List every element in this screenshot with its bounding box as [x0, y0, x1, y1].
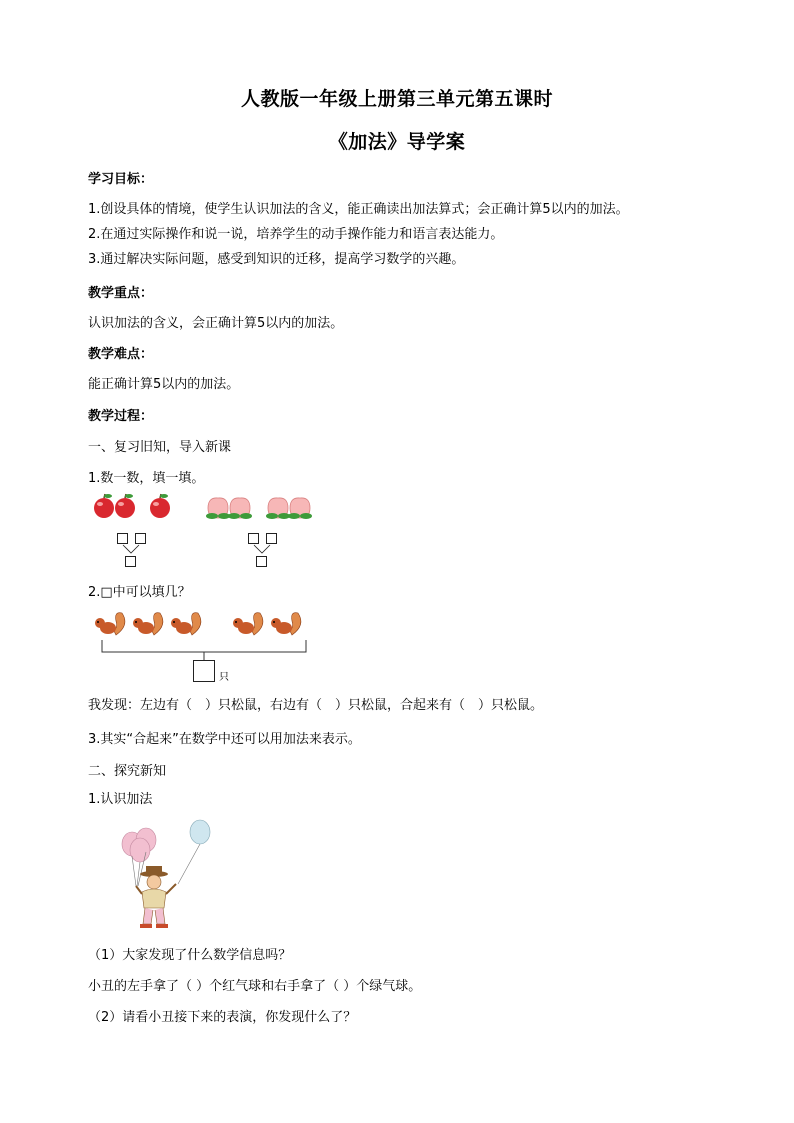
apples-illustration [92, 494, 174, 520]
squirrel-icon [271, 613, 301, 635]
unit-label: 只 [219, 672, 229, 683]
document-title: 人教版一年级上册第三单元第五课时 [240, 88, 553, 110]
apple-part-box-1[interactable] [117, 533, 128, 544]
apple-icon [150, 494, 170, 518]
squirrel-icon [233, 613, 263, 635]
squirrel-icon [171, 613, 201, 635]
clown-illustration [118, 818, 218, 930]
question-3: 3.其实“合起来”在数学中还可以用加法来表示。 [88, 732, 361, 747]
key-point-text: 认识加法的含义，会正确计算5以内的加法。 [88, 316, 344, 331]
squirrel-total-box[interactable] [193, 660, 215, 682]
peaches-illustration [206, 494, 316, 520]
section-2-heading: 二、探究新知 [88, 764, 167, 779]
key-point-heading: 教学重点： [88, 286, 154, 301]
answer-a: 小丑的左手拿了（ ）个红气球和右手拿了（ ）个绿气球。 [88, 979, 422, 994]
apple-part-box-2[interactable] [135, 533, 146, 544]
difficulty-heading: 教学难点： [88, 347, 154, 362]
peach-icon [228, 498, 252, 519]
apple-icon [115, 494, 135, 518]
process-heading: 教学过程： [88, 409, 154, 424]
document-subtitle: 《加法》导学案 [328, 131, 466, 153]
goal-item-2: 2.在通过实际操作和说一说，培养学生的动手操作能力和语言表达能力。 [88, 227, 504, 242]
peach-part-box-2[interactable] [266, 533, 277, 544]
question-b: （2）请看小丑接下来的表演，你发现什么了？ [88, 1010, 357, 1025]
squirrel-icon [133, 613, 163, 635]
balloon-icon [178, 820, 210, 884]
question-a: （1）大家发现了什么数学信息吗？ [88, 948, 292, 963]
grouping-bracket [100, 640, 310, 660]
discovery-sentence: 我发现：左边有（ ）只松鼠，右边有（ ）只松鼠，合起来有（ ）只松鼠。 [88, 698, 544, 713]
apple-icon [94, 494, 114, 518]
squirrel-icon [95, 613, 125, 635]
peach-branch-lines [248, 544, 278, 556]
question-1: 1.数一数，填一填。 [88, 471, 205, 486]
peach-part-box-1[interactable] [248, 533, 259, 544]
section-1-heading: 一、复习旧知，导入新课 [88, 440, 232, 455]
squirrels-illustration [94, 611, 310, 639]
goal-item-3: 3.通过解决实际问题，感受到知识的迁移，提高学习数学的兴趣。 [88, 252, 465, 267]
goal-item-1: 1.创设具体的情境，使学生认识加法的含义，能正确读出加法算式；会正确计算5以内的加法。 [88, 202, 629, 217]
goals-heading: 学习目标： [88, 172, 154, 187]
apple-total-box[interactable] [125, 556, 136, 567]
subsection-1-heading: 1.认识加法 [88, 792, 153, 807]
question-2: 2.□中可以填几？ [88, 585, 191, 600]
peach-icon [288, 498, 312, 519]
peach-total-box[interactable] [256, 556, 267, 567]
difficulty-text: 能正确计算5以内的加法。 [88, 377, 240, 392]
peach-icon [266, 498, 290, 519]
apple-branch-lines [117, 544, 147, 556]
peach-icon [206, 498, 230, 519]
clown-figure [136, 866, 176, 928]
